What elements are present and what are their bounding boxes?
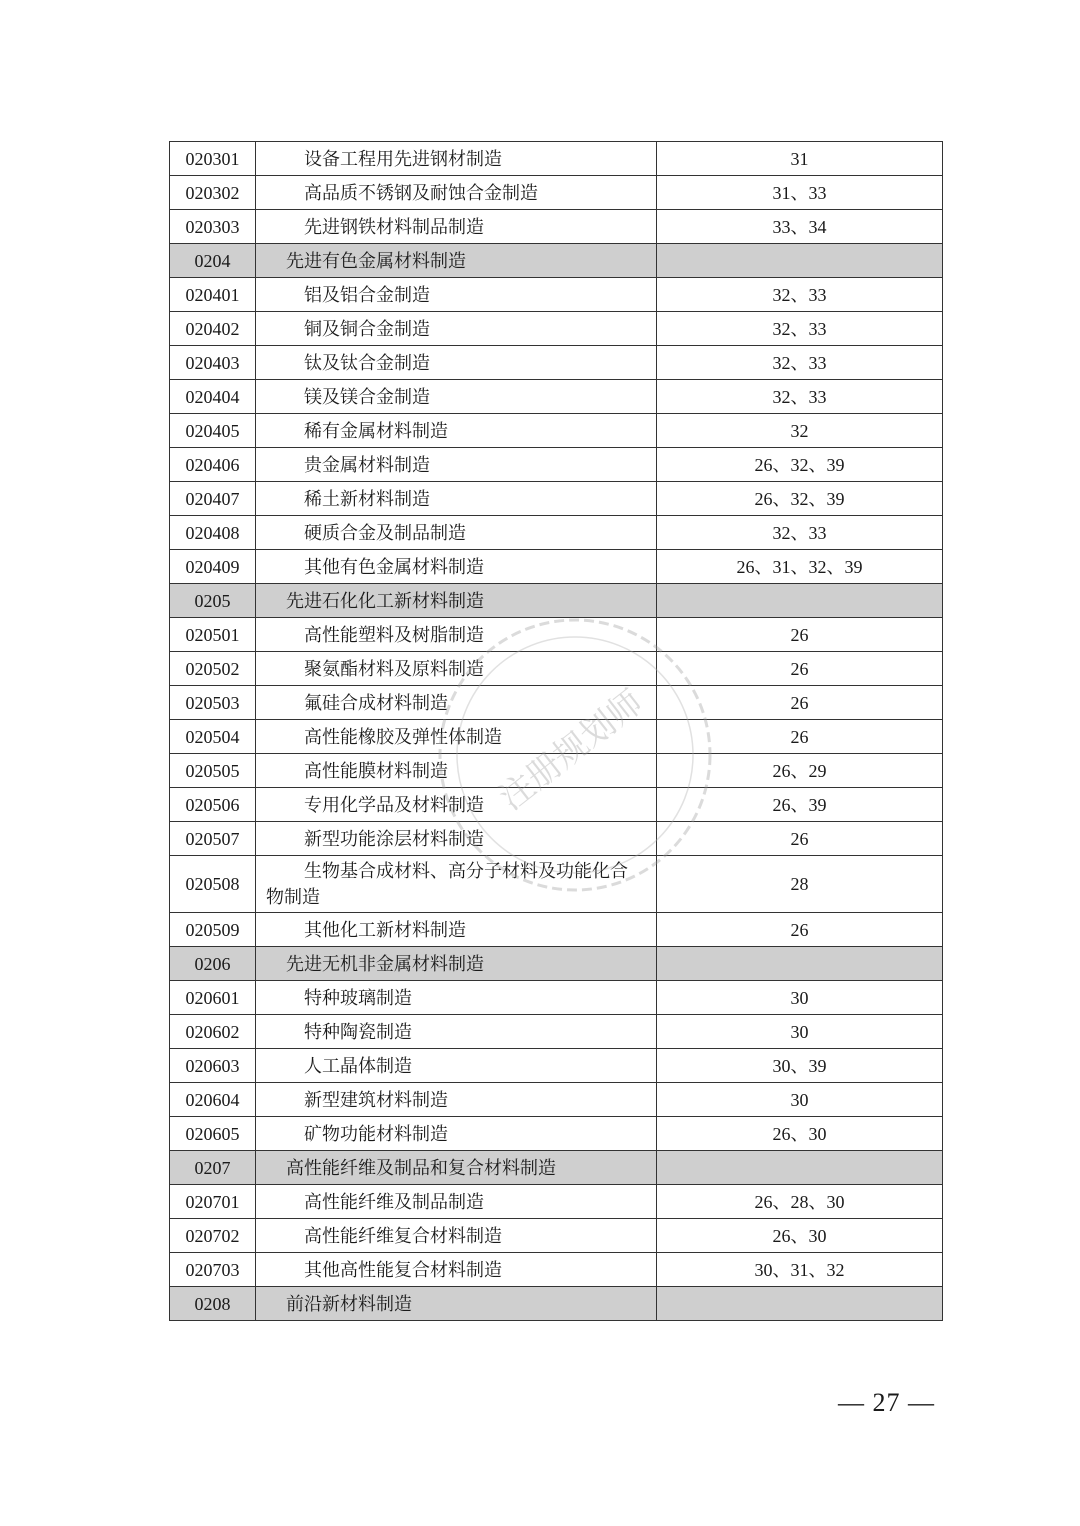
name-cell: 专用化学品及材料制造 [256, 788, 657, 822]
name-cell: 新型功能涂层材料制造 [256, 822, 657, 856]
category-row [170, 584, 943, 618]
table-row [170, 380, 943, 414]
ref-cell: 26 [657, 720, 943, 754]
classification-table [169, 141, 943, 1321]
code-cell: 020405 [170, 414, 256, 448]
ref-cell: 30 [657, 1083, 943, 1117]
table-row [170, 1049, 943, 1083]
code-cell: 020509 [170, 913, 256, 947]
table-row [170, 1015, 943, 1049]
ref-cell: 26、30 [657, 1219, 943, 1253]
name-cell: 新型建筑材料制造 [256, 1083, 657, 1117]
name-cell: 镁及镁合金制造 [256, 380, 657, 414]
code-cell: 020501 [170, 618, 256, 652]
ref-cell: 26 [657, 822, 943, 856]
ref-cell: 26 [657, 618, 943, 652]
name-cell: 铝及铝合金制造 [256, 278, 657, 312]
table-row [170, 278, 943, 312]
code-cell: 020404 [170, 380, 256, 414]
name-cell: 先进无机非金属材料制造 [256, 947, 657, 981]
code-cell: 020301 [170, 142, 256, 176]
table-row [170, 210, 943, 244]
name-cell: 高性能纤维及制品和复合材料制造 [256, 1151, 657, 1185]
name-cell: 其他高性能复合材料制造 [256, 1253, 657, 1287]
ref-cell: 28 [657, 856, 943, 913]
table-row [170, 981, 943, 1015]
ref-cell: 26、32、39 [657, 482, 943, 516]
code-cell: 020401 [170, 278, 256, 312]
code-cell: 020603 [170, 1049, 256, 1083]
code-cell: 0207 [170, 1151, 256, 1185]
code-cell: 0205 [170, 584, 256, 618]
ref-cell [657, 584, 943, 618]
ref-cell [657, 1287, 943, 1321]
code-cell: 020601 [170, 981, 256, 1015]
name-cell: 高性能橡胶及弹性体制造 [256, 720, 657, 754]
code-cell: 020402 [170, 312, 256, 346]
name-cell: 先进钢铁材料制品制造 [256, 210, 657, 244]
code-cell: 020403 [170, 346, 256, 380]
ref-cell: 30 [657, 1015, 943, 1049]
name-cell: 高品质不锈钢及耐蚀合金制造 [256, 176, 657, 210]
table-row [170, 414, 943, 448]
code-cell: 020505 [170, 754, 256, 788]
ref-cell: 30 [657, 981, 943, 1015]
code-cell: 020503 [170, 686, 256, 720]
name-cell: 氟硅合成材料制造 [256, 686, 657, 720]
table-row [170, 482, 943, 516]
ref-cell: 32 [657, 414, 943, 448]
name-cell: 先进石化化工新材料制造 [256, 584, 657, 618]
name-line-2: 物制造 [266, 887, 320, 907]
code-cell: 020602 [170, 1015, 256, 1049]
name-cell: 设备工程用先进钢材制造 [256, 142, 657, 176]
table-row [170, 822, 943, 856]
name-cell: 特种陶瓷制造 [256, 1015, 657, 1049]
ref-cell: 32、33 [657, 346, 943, 380]
table-row [170, 1253, 943, 1287]
name-cell: 贵金属材料制造 [256, 448, 657, 482]
code-cell: 020504 [170, 720, 256, 754]
category-row [170, 244, 943, 278]
name-cell: 聚氨酯材料及原料制造 [256, 652, 657, 686]
ref-cell: 30、39 [657, 1049, 943, 1083]
table-row [170, 618, 943, 652]
code-cell: 020508 [170, 856, 256, 913]
table-row [170, 312, 943, 346]
ref-cell: 26 [657, 913, 943, 947]
ref-cell: 26 [657, 686, 943, 720]
name-cell: 其他有色金属材料制造 [256, 550, 657, 584]
name-cell: 人工晶体制造 [256, 1049, 657, 1083]
table-row [170, 176, 943, 210]
code-cell: 020502 [170, 652, 256, 686]
table-row [170, 754, 943, 788]
table-row [170, 142, 943, 176]
ref-cell: 26、32、39 [657, 448, 943, 482]
code-cell: 0208 [170, 1287, 256, 1321]
ref-cell: 32、33 [657, 380, 943, 414]
code-cell: 020703 [170, 1253, 256, 1287]
ref-cell: 32、33 [657, 278, 943, 312]
ref-cell [657, 947, 943, 981]
code-cell: 020409 [170, 550, 256, 584]
name-cell: 特种玻璃制造 [256, 981, 657, 1015]
ref-cell: 32、33 [657, 312, 943, 346]
table-row [170, 516, 943, 550]
name-cell: 高性能纤维及制品制造 [256, 1185, 657, 1219]
name-cell: 铜及铜合金制造 [256, 312, 657, 346]
ref-cell: 26、31、32、39 [657, 550, 943, 584]
code-cell: 020303 [170, 210, 256, 244]
table-row [170, 346, 943, 380]
name-cell: 高性能纤维复合材料制造 [256, 1219, 657, 1253]
ref-cell: 26、28、30 [657, 1185, 943, 1219]
category-row [170, 1151, 943, 1185]
table-row [170, 856, 943, 913]
code-cell: 020604 [170, 1083, 256, 1117]
table-row [170, 788, 943, 822]
name-cell: 稀土新材料制造 [256, 482, 657, 516]
code-cell: 020701 [170, 1185, 256, 1219]
table-row [170, 448, 943, 482]
category-row [170, 1287, 943, 1321]
name-cell: 硬质合金及制品制造 [256, 516, 657, 550]
ref-cell [657, 1151, 943, 1185]
code-cell: 0206 [170, 947, 256, 981]
ref-cell: 31、33 [657, 176, 943, 210]
ref-cell: 26、30 [657, 1117, 943, 1151]
ref-cell: 30、31、32 [657, 1253, 943, 1287]
name-cell: 先进有色金属材料制造 [256, 244, 657, 278]
ref-cell: 32、33 [657, 516, 943, 550]
watermark-text: 注册规划师 [492, 682, 651, 819]
name-cell: 高性能塑料及树脂制造 [256, 618, 657, 652]
code-cell: 020302 [170, 176, 256, 210]
code-cell: 020506 [170, 788, 256, 822]
code-cell: 020406 [170, 448, 256, 482]
code-cell: 020407 [170, 482, 256, 516]
ref-cell [657, 244, 943, 278]
code-cell: 020507 [170, 822, 256, 856]
ref-cell: 26、39 [657, 788, 943, 822]
name-cell: 高性能膜材料制造 [256, 754, 657, 788]
ref-cell: 31 [657, 142, 943, 176]
table-row [170, 913, 943, 947]
table-row [170, 1219, 943, 1253]
name-cell: 矿物功能材料制造 [256, 1117, 657, 1151]
table-row [170, 686, 943, 720]
table-row [170, 1083, 943, 1117]
ref-cell: 33、34 [657, 210, 943, 244]
name-cell: 钛及钛合金制造 [256, 346, 657, 380]
code-cell: 020605 [170, 1117, 256, 1151]
name-line-1: 生物基合成材料、高分子材料及功能化合 [304, 861, 628, 881]
table-row [170, 550, 943, 584]
table-row [170, 652, 943, 686]
ref-cell: 26 [657, 652, 943, 686]
page-number: — 27 — [838, 1388, 935, 1417]
table-row [170, 720, 943, 754]
name-cell: 其他化工新材料制造 [256, 913, 657, 947]
ref-cell: 26、29 [657, 754, 943, 788]
name-cell: 稀有金属材料制造 [256, 414, 657, 448]
code-cell: 020702 [170, 1219, 256, 1253]
table-body [170, 142, 943, 1321]
category-row [170, 947, 943, 981]
table-row [170, 1185, 943, 1219]
name-cell: 前沿新材料制造 [256, 1287, 657, 1321]
code-cell: 020408 [170, 516, 256, 550]
name-cell [256, 856, 657, 913]
table-row [170, 1117, 943, 1151]
code-cell: 0204 [170, 244, 256, 278]
